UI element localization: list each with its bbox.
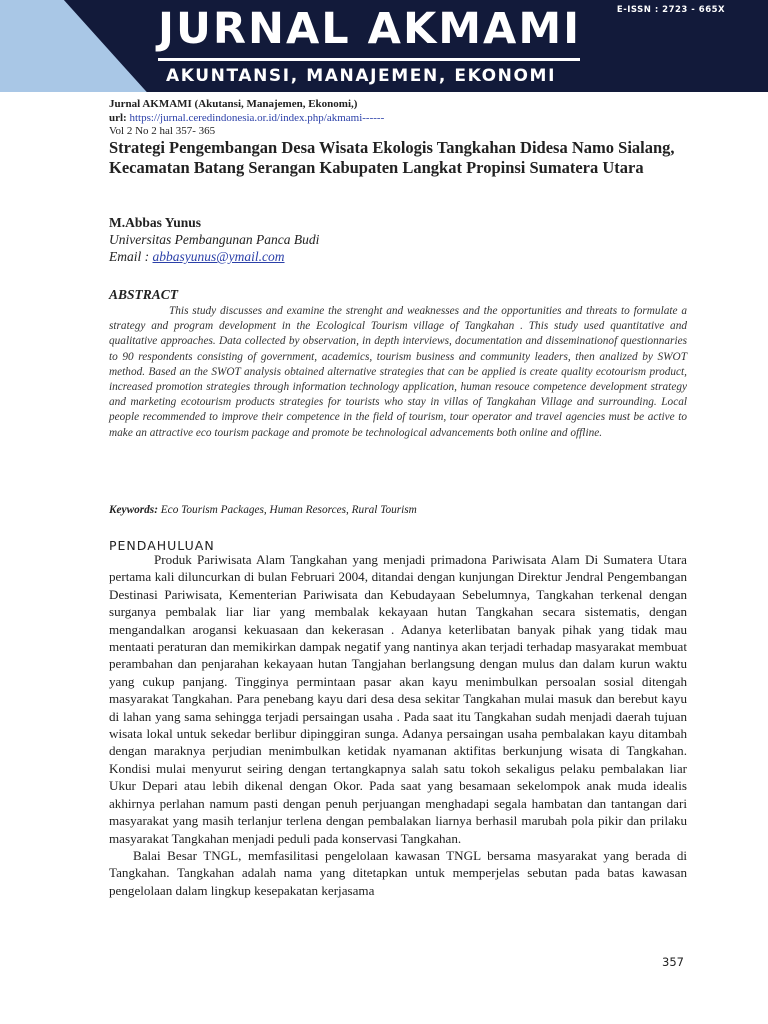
section-heading: PENDAHULUAN xyxy=(109,538,215,553)
issn-label: E-ISSN : 2723 - 665X xyxy=(596,3,746,17)
author-name: M.Abbas Yunus xyxy=(109,215,202,230)
keywords xyxy=(109,504,417,516)
journal-meta xyxy=(109,98,384,139)
section-body xyxy=(109,551,687,899)
keywords-label: Keywords: xyxy=(109,504,158,516)
author-affiliation: Universitas Pembangunan Panca Budi xyxy=(109,232,320,247)
keywords-list: Eco Tourism Packages, Human Resorces, Rural Tourism xyxy=(157,504,417,516)
abstract-text xyxy=(109,304,687,441)
journal-banner xyxy=(0,0,768,92)
volume-info: Vol 2 No 2 hal 357- 365 xyxy=(109,125,216,137)
article-title: Strategi Pengembangan Desa Wisata Ekologis Tangkahan Didesa Namo Sialang, Kecamatan Batang Serangan Kabupaten Langkat Propinsi Sumatera Utara xyxy=(109,138,675,177)
page-number: 357 xyxy=(662,955,684,969)
journal-name: JURNAL AKMAMI xyxy=(158,4,582,54)
author-block xyxy=(109,214,319,265)
abstract-heading: ABSTRACT xyxy=(109,287,179,302)
paragraph-1: Produk Pariwisata Alam Tangkahan yang menjadi primadona Pariwisata Alam Di Sumatera Utara pertama kali diluncurkan di bulan Februari 2004, ditandai dengan kunjungan Direktur Jendral Pengembangan Destinasi Pariwisata, Kementerian Pariwisata dan Kebudayaan Sebelumnya, Tangkahan terkenal dengan surganya pembalak liar liar yang membalak kekayaan hutan Tangkahan secara sistematis, dengan mengandalkan arogansi kekuasaan dan kekerasan . Adanya keterlibatan banyak pihak yang tidak mau mentaati peraturan dan memikirkan dampak negatif yang nantinya akan terjadi terhadap masyarakat membuat perambahan dan penjarahan kekayaan hutan Tangjahan berlangsung dengan mulus dan dalam kurun waktu yang cukup panjang. Tingginya permintaan pasar akan kayu menimbulkan persoalan sosial ditengah masyarakat Tangkahan. Para penebang kayu dari desa desa sekitar Tangkahan mulai masuk dan berebut kayu di lahan yang sama sehingga terjadi persaingan usaha . Pada saat itu Tangkahan sudah menjadi daerah tujuan wisata lokal untuk sekedar berlibur dipinggiran sunga. Adanya persaingan usaha pembalakan kayu ditambah dengan maraknya perjudian menimbulkan ketidak nyamanan aktifitas berkunjung wisata di Tangkahan. Kondisi mulai menyurut seiring dengan tertangkapnya salah satu tokoh sekaligus pelaku pembalakan liar Ukur Depari atau lebih dikenal dengan Okor. Pada saat yang besamaan sekelompok anak muda idealis akhirnya perlahan namum pasti dengan penuh perjuangan menghadapi segala hambatan dan tantangan dari masyarakat yang masih terlanjur terlena dengan pembalakan liarnya berhasil marubah pola pikir dan prilaku masyarakat Tangkahan menjadi peduli pada konservasi Tangkahan. xyxy=(109,552,687,846)
journal-line: Jurnal AKMAMI (Akutansi, Manajemen, Ekonomi,) xyxy=(109,98,358,110)
paragraph-2: Balai Besar TNGL, memfasilitasi pengelolaan kawasan TNGL bersama masyarakat yang berada di Tangkahan. Tangkahan adalah nama yang ditetapkan untuk memperjelas sebutan pada batas kawasan pengelolaan dalam lingkup kesepakatan kerjasama xyxy=(109,847,687,898)
email-label: Email : xyxy=(109,249,153,264)
journal-subtitle: AKUNTANSI, MANAJEMEN, EKONOMI xyxy=(166,66,556,86)
banner-divider xyxy=(158,58,580,61)
url-label: url: xyxy=(109,111,127,124)
abstract-body: This study discusses and examine the strenght and weaknesses and the opportunities and threats to formulate a strategy and program development in the Ecological Tourism village of Tangkahan . This study used quantitative and qualitative approaches. Data collected by observation, in depth interviews, documentation and disseminationof questionnaries to 90 respondents consisting of government, academics, tourism business and community leaders, then analized by SWOT method. Based an the SWOT analysis obtained alternative strategies that can be applied is create quality ecotourism product, increased promotion strategies through information technology application, human resouce competence development strategy and marketing ecotourism products strategies for tourists who stay in villas of Tangkahan Village and surrounding. Local people recommended to improve their competence in the field of tourism, tour operator and travel agencies must be active to make an attractive eco tourism package and promote be technological advancements both online and offline. xyxy=(109,305,687,439)
journal-url[interactable]: https://jurnal.ceredindonesia.or.id/index.php/akmami------ xyxy=(129,111,385,124)
author-email xyxy=(109,248,319,265)
email-link[interactable]: abbasyunus@ymail.com xyxy=(152,249,285,264)
